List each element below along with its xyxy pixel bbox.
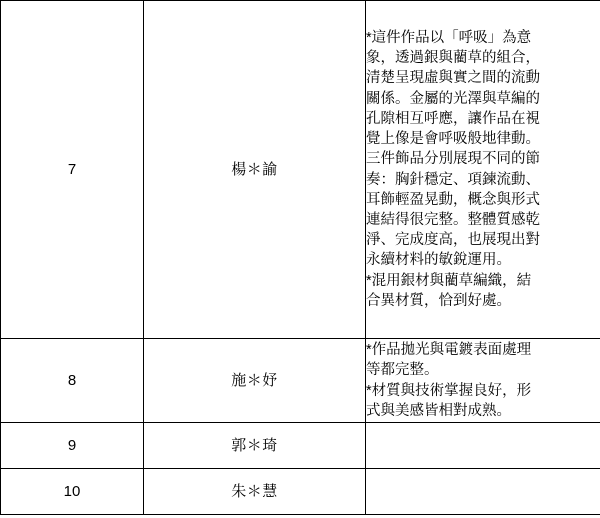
row-name: 楊＊諭 (144, 1, 366, 339)
comment-line: 式與美感皆相對成熟。 (366, 402, 511, 419)
comment-line: 清楚呈現虛與實之間的流動 (366, 70, 540, 87)
comment-line: *這件作品以「呼吸」為意 (366, 30, 532, 47)
comment-line: 孔隙相互呼應，讓作品在視 (366, 110, 540, 127)
row-number: 9 (1, 423, 144, 469)
comment-line: 奏：胸針穩定、項鍊流動、 (366, 171, 540, 188)
table-row (1, 1, 600, 339)
row-comment (366, 1, 600, 339)
comment-line: 耳飾輕盈晃動，概念與形式 (366, 191, 540, 208)
comment-line: 等都完整。 (366, 362, 439, 379)
comment-line: *材質與技術掌握良好，形 (366, 382, 532, 399)
comment-line: 覺上像是會呼吸般地律動。 (366, 131, 540, 148)
table-row (1, 339, 600, 423)
comment-line: *作品拋光與電鍍表面處理 (366, 342, 532, 359)
comment-line: *混用銀材與藺草編織，結 (366, 272, 532, 289)
row-name: 朱＊慧 (144, 469, 366, 515)
row-comment (366, 469, 600, 515)
table-body (1, 1, 600, 515)
row-number: 10 (1, 469, 144, 515)
comment-line: 合異材質，恰到好處。 (366, 292, 511, 309)
row-comment (366, 339, 600, 423)
row-comment (366, 423, 600, 469)
row-name: 郭＊琦 (144, 423, 366, 469)
comment-line: 淨、完成度高，也展現出對 (366, 232, 540, 249)
comment-line: 永續材料的敏銳運用。 (366, 252, 511, 269)
comment-line: 三件飾品分別展現不同的節 (366, 151, 540, 168)
row-number: 8 (1, 339, 144, 423)
table-row (1, 469, 600, 515)
comment-line: 象，透過銀與藺草的組合， (366, 50, 540, 67)
row-name: 施＊妤 (144, 339, 366, 423)
row-number: 7 (1, 1, 144, 339)
comment-line: 關係。金屬的光澤與草編的 (366, 90, 540, 107)
comment-line: 連結得很完整。整體質感乾 (366, 211, 540, 228)
table-row (1, 423, 600, 469)
